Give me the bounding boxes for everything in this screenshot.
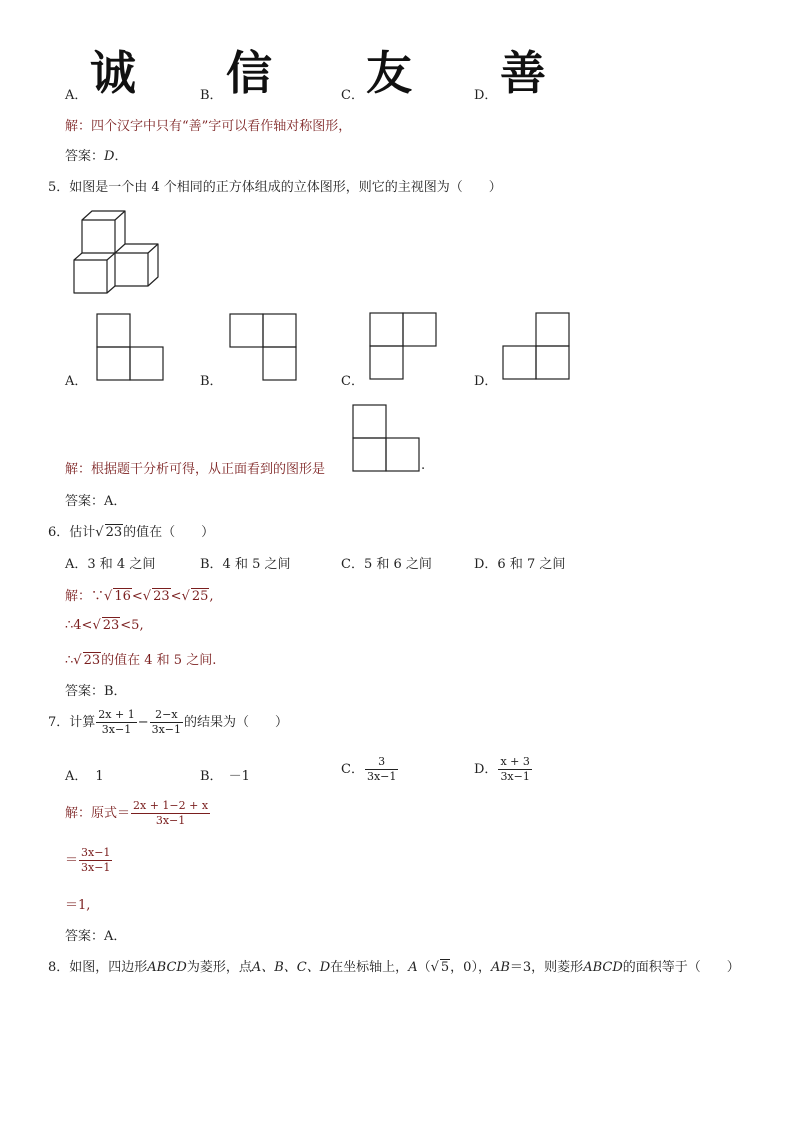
- q5-cube-right-front: [115, 253, 148, 286]
- q7-fraction-2: $\frac{2-x}{3x-1}$: [151, 708, 182, 737]
- q4-answer-letter: D: [104, 149, 115, 164]
- q6-solution-line3: ∴√ 23的值在 4 和 5 之间.: [65, 653, 217, 668]
- q8-stem: 8．如图，四边形ABCD为菱形，点A、B、C、D在坐标轴上，A（√ 5，0），AB＝3，则菱形ABCD的面积等于（ ）: [48, 960, 740, 975]
- q4-option-a-label: A．: [65, 88, 88, 103]
- q6-stem-radicand: 23: [105, 525, 123, 540]
- q5-option-c-label: C．: [341, 374, 364, 389]
- q5-cube-figure: [70, 208, 165, 298]
- q4-solution: 解：四个汉字中只有“善”字可以看作轴对称图形，: [65, 119, 352, 134]
- q5-solution-figure: [352, 404, 420, 472]
- q5-answer: 答案：A．: [65, 494, 127, 509]
- q6-sqrt-symbol: √: [95, 525, 104, 540]
- q6-solution-line2: ∴4<√ 23<5,: [65, 618, 144, 633]
- q5-option-d-figure: [502, 312, 570, 380]
- q5-option-a-figure: [96, 313, 164, 381]
- q4-answer: [65, 145, 127, 164]
- q4-answer-suffix: ．: [114, 149, 128, 164]
- q4-option-c-char: 友: [366, 46, 412, 100]
- q6-stem: [48, 521, 214, 540]
- q5-option-a-label: A．: [65, 374, 88, 389]
- q7-stem: 7．计算 $\frac{2x + 1}{3x-1}$ − $\frac{2-x}{3x-1}$ 的结果为（ ）: [48, 708, 289, 737]
- q5-option-c-figure: [369, 312, 437, 380]
- q5-solution-end: .: [421, 458, 426, 473]
- q4-option-c-label: C．: [341, 88, 364, 103]
- q7-option-d: D． $\frac{x + 3}{3x-1}$: [474, 755, 530, 784]
- q6-solution-line1: 解：∵√ 16<√ 23<√ 25,: [65, 589, 214, 604]
- q6-option-a: A．3 和 4 之间: [65, 557, 156, 572]
- q6-answer: 答案：B．: [65, 684, 127, 699]
- q5-option-b-label: B．: [200, 374, 223, 389]
- q4-answer-prefix: 答案：: [65, 149, 105, 164]
- q7-solution-line1: 解：原式＝ $\frac{2x + 1-2 + x}{3x-1}$: [65, 799, 209, 828]
- q7-option-c: C． $\frac{3}{3x-1}$: [341, 755, 397, 784]
- q5-stem: 5．如图是一个由 4 个相同的正方体组成的立体图形，则它的主视图为（ ）: [48, 180, 502, 195]
- q7-solution-line2: ＝ $\frac{3x-1}{3x-1}$: [65, 846, 111, 875]
- q7-fraction-1: $\frac{2x + 1}{3x-1}$: [98, 708, 135, 737]
- q5-option-d-label: D．: [474, 374, 498, 389]
- q5-solution: 解：根据题干分析可得，从正面看到的图形是: [65, 462, 326, 477]
- q6-stem-suffix: 的值在（ ）: [123, 525, 215, 540]
- q6-option-d: D．6 和 7 之间: [474, 557, 566, 572]
- q5-cube-top-front: [82, 220, 115, 253]
- q4-option-a-char: 诚: [90, 46, 136, 100]
- q7-option-a: A． 1: [65, 769, 104, 784]
- q6-stem-prefix: 6．估计: [48, 525, 96, 540]
- q4-option-d-char: 善: [500, 46, 546, 100]
- q7-option-b: B． －1: [200, 769, 250, 784]
- q4-option-b-label: B．: [200, 88, 223, 103]
- q6-option-b: B．4 和 5 之间: [200, 557, 291, 572]
- q5-option-b-figure: [229, 313, 297, 381]
- q5-cube-left-front: [74, 260, 107, 293]
- q6-option-c: C．5 和 6 之间: [341, 557, 432, 572]
- q4-option-d-label: D．: [474, 88, 498, 103]
- q4-option-b-char: 信: [226, 46, 272, 100]
- q7-answer: 答案：A．: [65, 929, 127, 944]
- q7-solution-line3: ＝1,: [65, 898, 91, 913]
